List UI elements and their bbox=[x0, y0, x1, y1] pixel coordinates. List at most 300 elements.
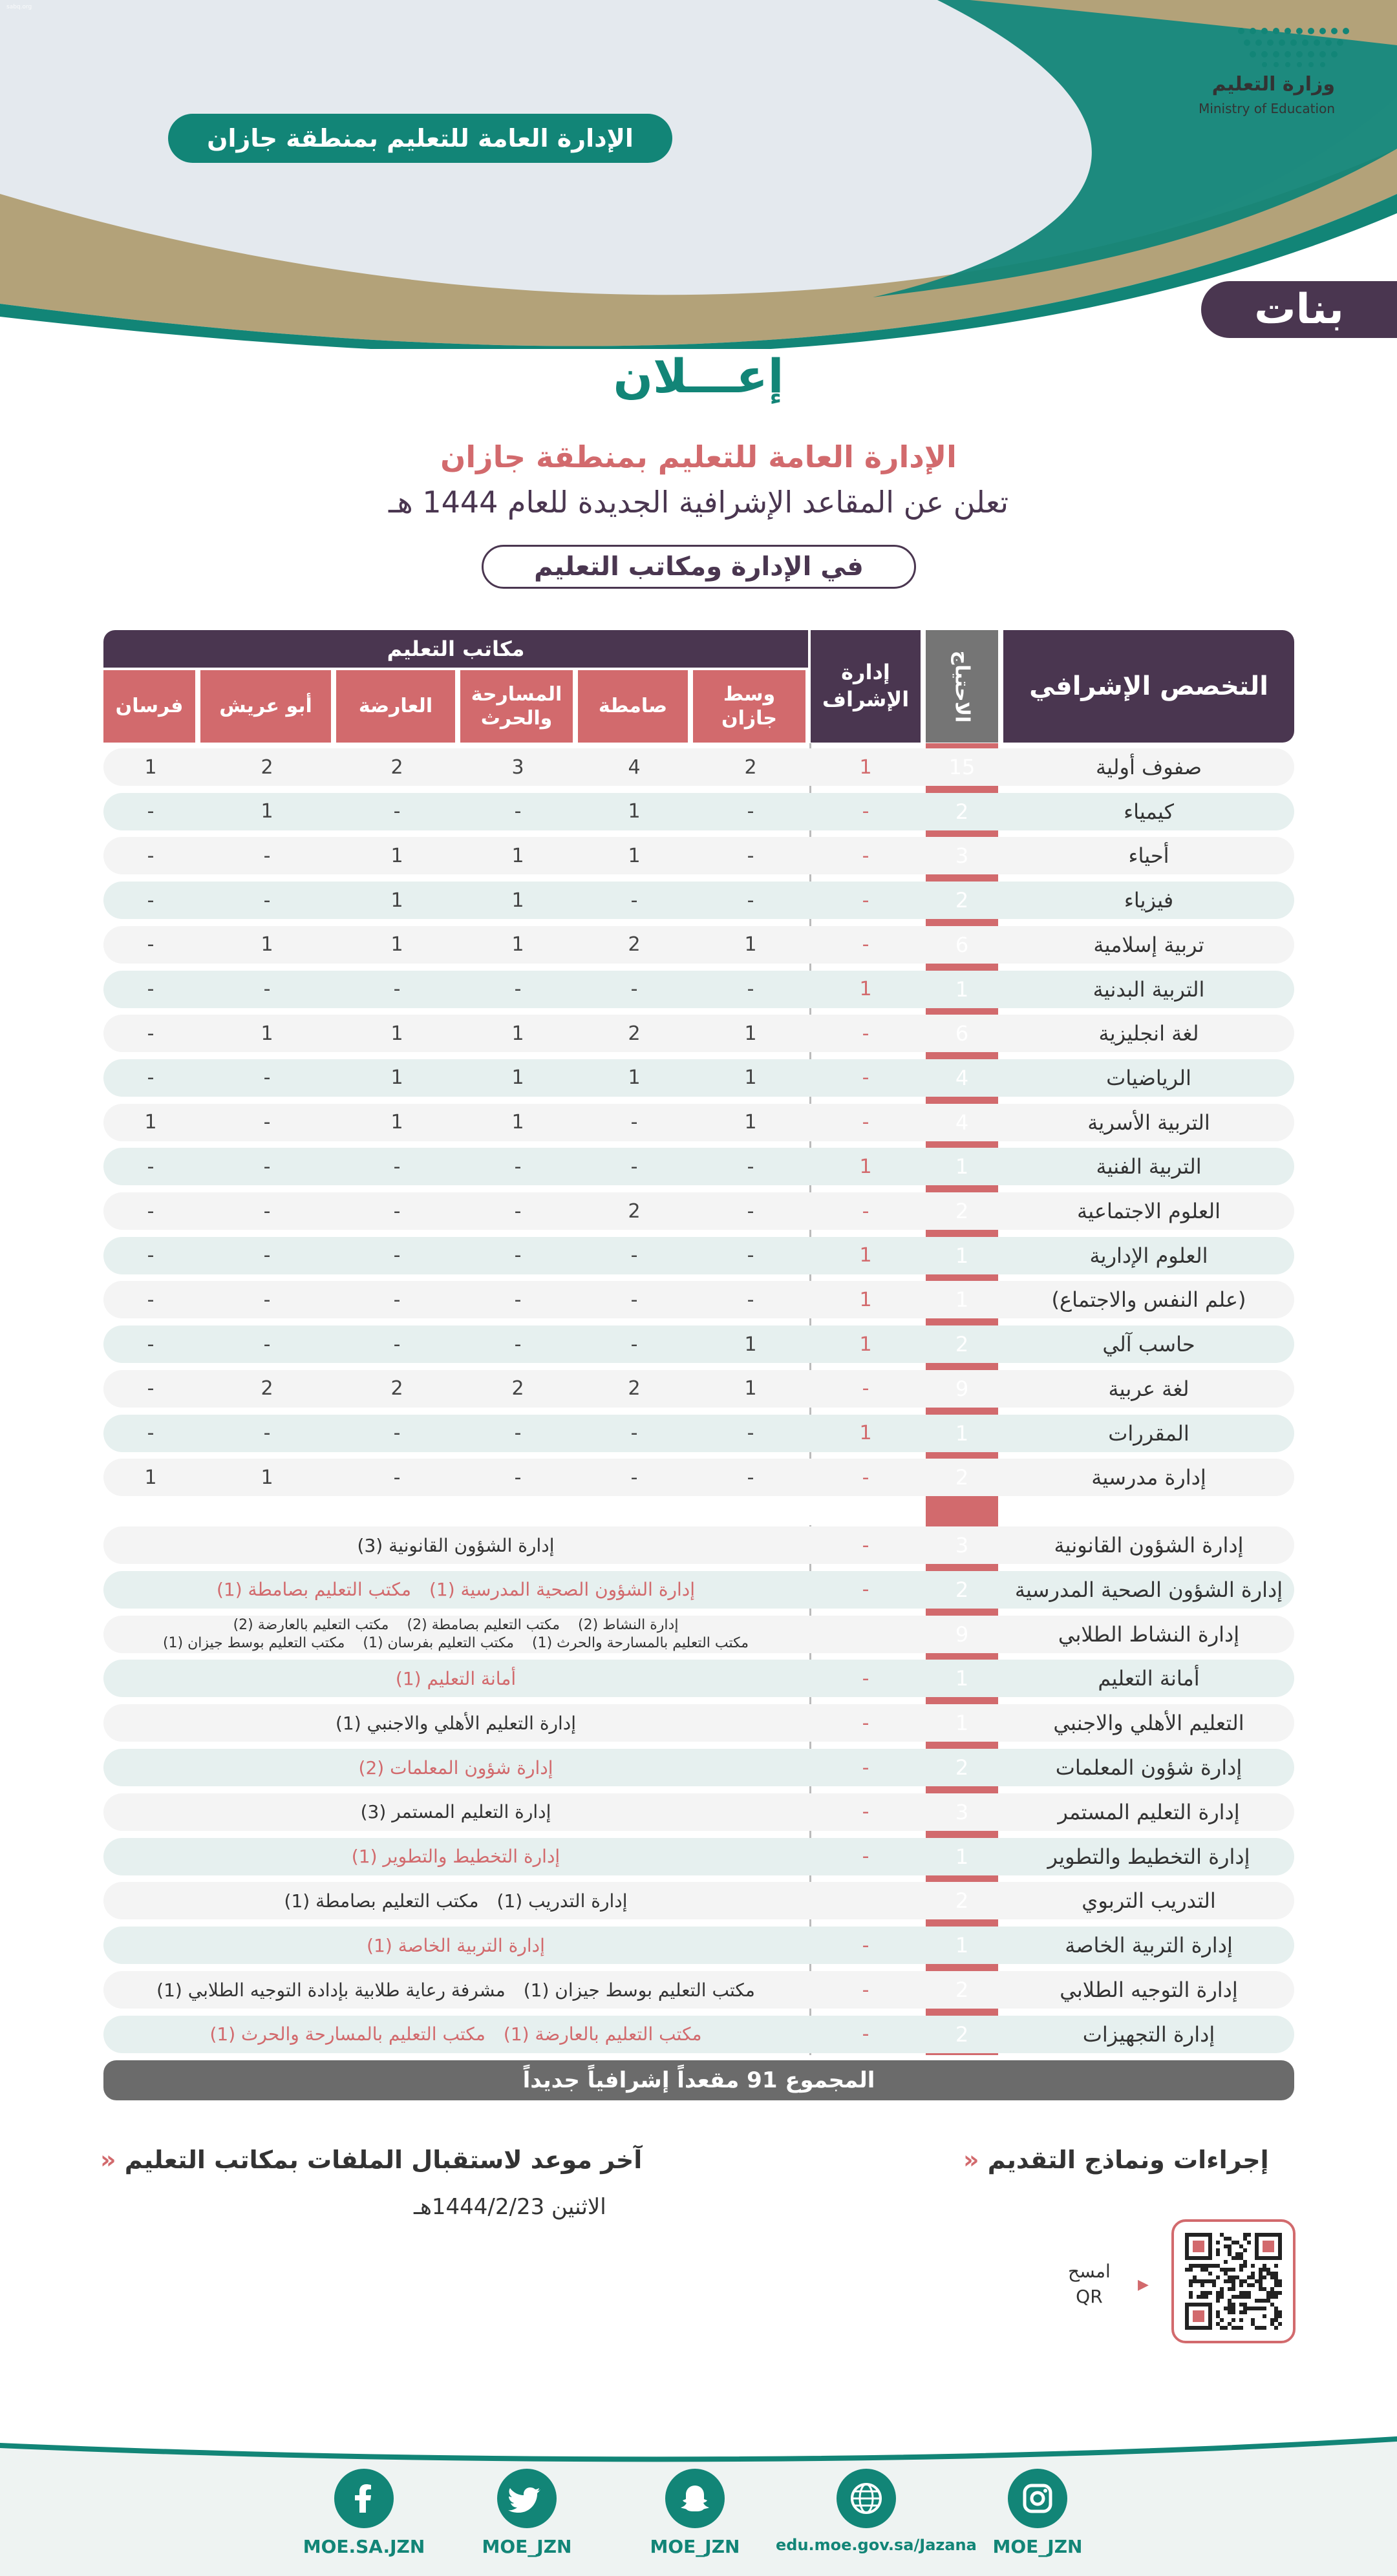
office-cell: - bbox=[747, 1466, 754, 1489]
office-cell: 1 bbox=[744, 1022, 757, 1045]
supervision-cell bbox=[811, 1882, 921, 1919]
specialty-cell: أمانة التعليم bbox=[1098, 1666, 1200, 1691]
table-row bbox=[103, 1192, 1294, 1230]
office-cell: 3 bbox=[511, 755, 524, 779]
office-cell: - bbox=[630, 1288, 638, 1311]
distribution-item: إدارة شؤون المعلمات (2) bbox=[358, 1757, 553, 1779]
distribution-item: مكتب التعليم بوسط جيزان (1) bbox=[162, 1634, 345, 1651]
office-cell: - bbox=[393, 800, 401, 823]
social-link-label: MOE_JZN bbox=[650, 2536, 740, 2557]
social-link[interactable] bbox=[776, 2469, 977, 2554]
snapchat-icon bbox=[665, 2469, 725, 2528]
office-cell: - bbox=[393, 1288, 401, 1311]
header-office: المسارحة والحرث bbox=[460, 670, 573, 743]
office-cell: - bbox=[147, 1155, 155, 1178]
distribution-line bbox=[359, 1757, 553, 1779]
table-row bbox=[103, 1749, 1294, 1786]
deadline-heading-text: آخر موعد لاستقبال الملفات بمكاتب التعليم bbox=[124, 2146, 643, 2174]
ministry-name-ar: وزارة التعليم bbox=[1211, 73, 1335, 96]
office-cell: - bbox=[147, 1422, 155, 1444]
specialty-cell: الرياضيات bbox=[1106, 1065, 1191, 1090]
office-cell: - bbox=[747, 1288, 754, 1311]
specialty-cell: صفوف أولية bbox=[1095, 755, 1202, 779]
need-cell: 6 bbox=[955, 932, 969, 957]
facebook-icon bbox=[334, 2469, 394, 2528]
header-need-label: الاحتياج bbox=[950, 650, 974, 723]
office-cell: 2 bbox=[744, 755, 757, 779]
supervision-cell: - bbox=[862, 1022, 869, 1045]
office-cell: - bbox=[263, 1111, 271, 1134]
specialty-cell: إدارة التجهيزات bbox=[1082, 2022, 1215, 2047]
distribution-item: إدارة التخطيط والتطوير (1) bbox=[351, 1846, 560, 1868]
office-cell: - bbox=[630, 1155, 638, 1178]
need-cell: 3 bbox=[955, 1799, 969, 1824]
distribution-cell bbox=[103, 1971, 808, 2009]
header-specialty: التخصص الإشرافي bbox=[1003, 630, 1294, 743]
supervision-cell: - bbox=[862, 1466, 869, 1489]
office-cell: 1 bbox=[390, 844, 403, 867]
office-cell: - bbox=[263, 978, 271, 1000]
office-cell: - bbox=[747, 844, 754, 867]
office-cell: 1 bbox=[511, 1066, 524, 1090]
distribution-line bbox=[209, 2023, 701, 2045]
office-cell: 1 bbox=[261, 800, 273, 823]
supervision-cell: - bbox=[862, 1978, 869, 2001]
office-cell: - bbox=[147, 1244, 155, 1267]
total-bar: المجموع 91 مقعداً إشرافياً جديداً bbox=[103, 2060, 1294, 2100]
office-cell: - bbox=[147, 1199, 155, 1223]
need-cell: 1 bbox=[955, 1154, 969, 1179]
distribution-line bbox=[336, 1712, 576, 1735]
office-cell: 1 bbox=[744, 1333, 757, 1356]
distribution-item: مكتب التعليم بفرسان (1) bbox=[363, 1634, 515, 1651]
office-cell: - bbox=[747, 1422, 754, 1444]
specialty-cell: لغة انجليزية bbox=[1098, 1021, 1199, 1046]
distribution-item: إدارة التعليم المستمر (3) bbox=[360, 1801, 551, 1823]
distribution-item: مشرفة رعاية طلابية بإدادة التوجيه الطلابي (1) bbox=[156, 1979, 506, 2001]
office-cell: - bbox=[263, 1333, 271, 1356]
specialty-cell: كيمياء bbox=[1124, 799, 1174, 824]
office-cell: - bbox=[514, 978, 522, 1000]
distribution-item: أمانة التعليم (1) bbox=[395, 1667, 517, 1689]
office-cell: - bbox=[514, 1333, 522, 1356]
specialty-cell: التعليم الأهلي والاجنبي bbox=[1053, 1711, 1244, 1736]
table-row bbox=[103, 1459, 1294, 1496]
distribution-cell bbox=[103, 1660, 808, 1697]
office-cell: - bbox=[747, 1244, 754, 1267]
header-need bbox=[926, 630, 998, 743]
office-cell: 1 bbox=[744, 1111, 757, 1134]
office-cell: - bbox=[747, 1155, 754, 1178]
specialty-cell: تربية إسلامية bbox=[1093, 932, 1204, 957]
office-cell: 1 bbox=[261, 1466, 273, 1489]
specialty-cell: إدارة النشاط الطلابي bbox=[1058, 1621, 1240, 1647]
specialty-cell: التدريب التربوي bbox=[1082, 1888, 1216, 1914]
instagram-icon bbox=[1008, 2469, 1067, 2528]
office-cell: - bbox=[514, 800, 522, 823]
distribution-item: إدارة التعليم الأهلي والاجنبي (1) bbox=[335, 1712, 577, 1734]
need-cell: 2 bbox=[955, 1888, 969, 1914]
office-cell: - bbox=[147, 1333, 155, 1356]
office-cell: - bbox=[263, 1422, 271, 1444]
distribution-cell bbox=[103, 1882, 808, 1919]
table-row bbox=[103, 837, 1294, 874]
need-cell: 1 bbox=[955, 1711, 969, 1736]
distribution-line bbox=[163, 1634, 749, 1652]
office-cell: - bbox=[747, 800, 754, 823]
office-cell: - bbox=[263, 1244, 271, 1267]
office-cell: - bbox=[147, 889, 155, 912]
table-row bbox=[103, 971, 1294, 1008]
supervision-cell: - bbox=[862, 1934, 869, 1957]
announcement-title: إعـــلان bbox=[613, 349, 784, 403]
distribution-cell bbox=[103, 1927, 808, 1964]
qr-scan-label bbox=[1068, 2259, 1111, 2309]
table-row bbox=[103, 1015, 1294, 1052]
distribution-line bbox=[367, 1934, 545, 1957]
specialty-cell: إدارة التخطيط والتطوير bbox=[1047, 1844, 1250, 1869]
office-cell: 2 bbox=[390, 755, 403, 779]
procedures-heading-text: إجراءات ونماذج التقديم bbox=[987, 2146, 1269, 2174]
distribution-line bbox=[284, 1890, 628, 1912]
need-cell: 1 bbox=[955, 1420, 969, 1446]
specialty-cell: العلوم الإدارية bbox=[1089, 1243, 1208, 1268]
supervision-cell: - bbox=[862, 1756, 869, 1779]
distribution-line bbox=[217, 1578, 695, 1601]
need-cell: 4 bbox=[955, 1110, 969, 1135]
distribution-cell bbox=[103, 1616, 808, 1653]
distribution-line bbox=[156, 1979, 755, 2001]
office-cell: 2 bbox=[628, 1199, 641, 1223]
department-title: الإدارة العامة للتعليم بمنطقة جازان bbox=[440, 439, 957, 474]
double-chevron-icon: « bbox=[100, 2146, 116, 2174]
region-pill: الإدارة العامة للتعليم بمنطقة جازان bbox=[168, 114, 672, 163]
table-row bbox=[103, 1281, 1294, 1318]
table-row bbox=[103, 748, 1294, 786]
office-cell: 1 bbox=[390, 1066, 403, 1090]
specialty-cell: لغة عربية bbox=[1108, 1376, 1189, 1401]
need-cell: 2 bbox=[955, 1465, 969, 1490]
office-cell: - bbox=[263, 844, 271, 867]
table-row bbox=[103, 1616, 1294, 1653]
specialty-cell: التربية الفنية bbox=[1096, 1154, 1202, 1179]
supervision-cell: - bbox=[862, 1845, 869, 1868]
need-cell: 1 bbox=[955, 1243, 969, 1268]
table-row bbox=[103, 1104, 1294, 1141]
need-cell: 2 bbox=[955, 1199, 969, 1223]
office-cell: - bbox=[393, 1422, 401, 1444]
office-cell: - bbox=[147, 933, 155, 956]
specialty-cell: إدارة التعليم المستمر bbox=[1058, 1799, 1240, 1824]
social-link[interactable] bbox=[630, 2469, 760, 2557]
scope-pill: في الإدارة ومكاتب التعليم bbox=[482, 545, 916, 589]
social-link[interactable] bbox=[299, 2469, 429, 2557]
header-office: وسط جازان bbox=[693, 670, 805, 743]
distribution-cell bbox=[103, 1749, 808, 1786]
office-cell: - bbox=[747, 889, 754, 912]
office-cell: 1 bbox=[144, 1111, 157, 1134]
office-cell: - bbox=[147, 844, 155, 867]
distribution-cell bbox=[103, 2016, 808, 2053]
need-cell: 3 bbox=[955, 843, 969, 869]
office-cell: - bbox=[514, 1466, 522, 1489]
distribution-line bbox=[396, 1667, 516, 1690]
table-row bbox=[103, 1793, 1294, 1831]
office-cell: - bbox=[263, 1288, 271, 1311]
office-cell: 2 bbox=[261, 755, 273, 779]
need-cell: 1 bbox=[955, 1287, 969, 1313]
table-row bbox=[103, 926, 1294, 964]
need-cell: 2 bbox=[955, 2022, 969, 2047]
distribution-line bbox=[361, 1800, 551, 1823]
supervision-cell: - bbox=[862, 800, 869, 823]
social-link-label: MOE_JZN bbox=[992, 2536, 1083, 2557]
supervision-cell: 1 bbox=[859, 1288, 872, 1311]
office-cell: 1 bbox=[144, 1466, 157, 1489]
office-cell: 1 bbox=[511, 933, 524, 956]
office-cell: - bbox=[263, 1199, 271, 1223]
header-offices: مكاتب التعليم bbox=[103, 630, 808, 668]
supervision-cell: - bbox=[862, 1377, 869, 1400]
office-cell: 2 bbox=[628, 1022, 641, 1045]
announcement-subtitle: تعلن عن المقاعد الإشرافية الجديدة للعام 1444 هـ bbox=[388, 485, 1008, 520]
office-cell: - bbox=[263, 1066, 271, 1090]
double-chevron-icon: « bbox=[963, 2146, 979, 2174]
office-cell: - bbox=[393, 1244, 401, 1267]
supervision-cell: - bbox=[862, 889, 869, 912]
specialty-cell: (علم النفس والاجتماع) bbox=[1051, 1287, 1246, 1313]
deadline-date: الاثنين 1444/2/23هـ bbox=[414, 2194, 606, 2220]
table-row bbox=[103, 1660, 1294, 1697]
header-office: فرسان bbox=[103, 670, 195, 743]
need-cell: 2 bbox=[955, 1978, 969, 2002]
office-cell: - bbox=[630, 889, 638, 912]
specialty-cell: التربية البدنية bbox=[1093, 977, 1205, 1002]
supervision-cell: - bbox=[862, 1667, 869, 1690]
distribution-line bbox=[233, 1616, 679, 1634]
distribution-item: مكتب التعليم بالمسارحة والحرث (1) bbox=[532, 1634, 749, 1651]
need-cell: 3 bbox=[955, 1533, 969, 1557]
specialty-cell: المقررات bbox=[1108, 1420, 1189, 1446]
office-cell: - bbox=[514, 1155, 522, 1178]
header-office: صامطة bbox=[578, 670, 688, 743]
need-cell: 2 bbox=[955, 1755, 969, 1780]
social-link[interactable] bbox=[973, 2469, 1102, 2557]
table-row bbox=[103, 1526, 1294, 1564]
distribution-item: مكتب التعليم بالعارضة (2) bbox=[233, 1617, 389, 1634]
procedures-heading bbox=[963, 2146, 1269, 2174]
specialty-cell: التربية الأسرية bbox=[1087, 1110, 1210, 1135]
social-link[interactable] bbox=[462, 2469, 592, 2557]
distribution-item: مكتب التعليم بصامطة (1) bbox=[216, 1579, 411, 1601]
supervision-cell: 1 bbox=[859, 978, 872, 1000]
need-cell: 1 bbox=[955, 1666, 969, 1691]
distribution-item: مكتب التعليم بالمسارحة والحرث (1) bbox=[209, 2023, 485, 2045]
table-row bbox=[103, 1571, 1294, 1609]
office-cell: - bbox=[630, 1111, 638, 1134]
office-cell: 1 bbox=[390, 1111, 403, 1134]
office-cell: 1 bbox=[511, 1111, 524, 1134]
need-cell: 9 bbox=[955, 1621, 969, 1647]
need-cell: 6 bbox=[955, 1021, 969, 1046]
supervision-cell: - bbox=[862, 1111, 869, 1134]
supervision-cell: 1 bbox=[859, 1333, 872, 1356]
table-row bbox=[103, 1971, 1294, 2009]
office-cell: - bbox=[147, 1288, 155, 1311]
need-cell: 2 bbox=[955, 1332, 969, 1357]
ministry-name-en: Ministry of Education bbox=[1199, 101, 1335, 116]
need-cell: 1 bbox=[955, 977, 969, 1002]
office-cell: - bbox=[263, 1155, 271, 1178]
distribution-line bbox=[352, 1845, 560, 1868]
office-cell: 1 bbox=[261, 1022, 273, 1045]
office-cell: 1 bbox=[390, 1022, 403, 1045]
office-cell: - bbox=[393, 1466, 401, 1489]
specialty-cell: أحياء bbox=[1128, 843, 1169, 869]
table-row bbox=[103, 1148, 1294, 1185]
distribution-item: إدارة النشاط (2) bbox=[577, 1617, 679, 1634]
specialty-cell: إدارة الشؤون القانونية bbox=[1054, 1533, 1244, 1557]
office-cell: 1 bbox=[144, 755, 157, 779]
distribution-item: إدارة التربية الخاصة (1) bbox=[367, 1934, 545, 1956]
distribution-line bbox=[357, 1534, 555, 1557]
distribution-item: إدارة التدريب (1) bbox=[496, 1890, 628, 1912]
distribution-item: مكتب التعليم بالعارضة (1) bbox=[503, 2023, 702, 2045]
office-cell: 1 bbox=[390, 933, 403, 956]
specialty-cell: إدارة التوجيه الطلابي bbox=[1060, 1978, 1238, 2002]
need-cell: 1 bbox=[955, 1844, 969, 1869]
supervision-cell: 1 bbox=[859, 755, 872, 779]
office-cell: - bbox=[147, 800, 155, 823]
distribution-item: مكتب التعليم بصامطة (2) bbox=[407, 1617, 560, 1634]
need-cell: 9 bbox=[955, 1376, 969, 1401]
distribution-cell bbox=[103, 1838, 808, 1875]
office-cell: - bbox=[630, 1422, 638, 1444]
table-row bbox=[103, 1927, 1294, 1964]
office-cell: 1 bbox=[628, 1066, 641, 1090]
specialty-cell: حاسب آلي bbox=[1102, 1332, 1195, 1357]
office-cell: - bbox=[630, 1466, 638, 1489]
specialty-cell: إدارة شؤون المعلمات bbox=[1055, 1755, 1242, 1780]
ministry-logo bbox=[1164, 25, 1358, 115]
table-row bbox=[103, 2016, 1294, 2053]
office-cell: - bbox=[630, 978, 638, 1000]
supervision-cell: 1 bbox=[859, 1244, 872, 1267]
office-cell: - bbox=[630, 1333, 638, 1356]
office-cell: - bbox=[147, 1377, 155, 1400]
office-cell: 1 bbox=[744, 1377, 757, 1400]
arrow-icon: ▶ bbox=[1138, 2277, 1149, 2293]
specialty-cell: فيزياء bbox=[1124, 888, 1174, 913]
header-office: العارضة bbox=[336, 670, 455, 743]
need-cell: 2 bbox=[955, 799, 969, 824]
distribution-item: مكتب التعليم بوسط جيزان (1) bbox=[523, 1979, 755, 2001]
office-cell: 1 bbox=[744, 933, 757, 956]
distribution-cell bbox=[103, 1571, 808, 1609]
office-cell: 1 bbox=[390, 889, 403, 912]
twitter-icon bbox=[497, 2469, 557, 2528]
table-row bbox=[103, 1237, 1294, 1274]
office-cell: - bbox=[393, 1155, 401, 1178]
office-cell: - bbox=[393, 1333, 401, 1356]
social-link-label: edu.moe.gov.sa/Jazana bbox=[776, 2536, 977, 2554]
table-row bbox=[103, 1882, 1294, 1919]
distribution-item: إدارة الشؤون القانونية (3) bbox=[357, 1534, 555, 1556]
qr-scan-label-line2: QR bbox=[1076, 2286, 1103, 2308]
social-link-label: MOE_JZN bbox=[482, 2536, 572, 2557]
need-cell: 4 bbox=[955, 1065, 969, 1090]
office-cell: - bbox=[514, 1422, 522, 1444]
office-cell: - bbox=[514, 1244, 522, 1267]
header-office: أبو عريش bbox=[200, 670, 331, 743]
office-cell: 1 bbox=[511, 844, 524, 867]
table-row bbox=[103, 882, 1294, 919]
need-cell: 15 bbox=[948, 755, 976, 779]
supervision-cell: - bbox=[862, 1534, 869, 1557]
office-cell: 1 bbox=[511, 1022, 524, 1045]
deadline-heading bbox=[100, 2146, 642, 2174]
supervision-cell: - bbox=[862, 844, 869, 867]
office-cell: 2 bbox=[261, 1377, 273, 1400]
table-row bbox=[103, 793, 1294, 830]
supervision-cell: - bbox=[862, 2023, 869, 2046]
social-link-label: MOE.SA.JZN bbox=[303, 2536, 425, 2557]
supervision-cell: - bbox=[862, 1711, 869, 1735]
office-cell: 1 bbox=[511, 889, 524, 912]
specialty-cell: إدارة الشؤون الصحية المدرسية bbox=[1014, 1577, 1283, 1602]
office-cell: - bbox=[393, 978, 401, 1000]
supervision-cell: 1 bbox=[859, 1422, 872, 1444]
need-cell: 2 bbox=[955, 1577, 969, 1602]
need-cell: 2 bbox=[955, 888, 969, 913]
supervision-cell: - bbox=[862, 1199, 869, 1223]
distribution-item: إدارة الشؤون الصحية المدرسية (1) bbox=[429, 1579, 696, 1601]
qr-scan-label-line1: امسح bbox=[1068, 2261, 1111, 2282]
specialty-cell: إدارة التربية الخاصة bbox=[1065, 1933, 1233, 1958]
supervision-cell: - bbox=[862, 1578, 869, 1601]
table-row bbox=[103, 1370, 1294, 1408]
globe-icon bbox=[837, 2469, 896, 2528]
table-row bbox=[103, 1059, 1294, 1097]
office-cell: - bbox=[630, 1244, 638, 1267]
office-cell: - bbox=[393, 1199, 401, 1223]
qr-code[interactable] bbox=[1171, 2219, 1296, 2343]
table-row bbox=[103, 1704, 1294, 1742]
audience-badge: بنات bbox=[1201, 281, 1397, 338]
office-cell: - bbox=[263, 889, 271, 912]
office-cell: - bbox=[747, 1199, 754, 1223]
table-row bbox=[103, 1325, 1294, 1363]
ministry-dots-icon bbox=[1235, 25, 1358, 70]
office-cell: - bbox=[514, 1288, 522, 1311]
header-supervision: إدارة الإشراف bbox=[811, 630, 921, 743]
specialty-cell: العلوم الاجتماعية bbox=[1077, 1199, 1221, 1223]
watermark-text: sabq.org bbox=[6, 4, 32, 10]
distribution-item: مكتب التعليم بصامطة (1) bbox=[284, 1890, 479, 1912]
specialty-cell: إدارة مدرسية bbox=[1091, 1465, 1206, 1490]
supervision-cell: 1 bbox=[859, 1155, 872, 1178]
table-row bbox=[103, 1415, 1294, 1452]
office-cell: - bbox=[147, 978, 155, 1000]
distribution-cell bbox=[103, 1526, 808, 1564]
supervision-cell: - bbox=[862, 933, 869, 956]
office-cell: - bbox=[147, 1022, 155, 1045]
office-cell: 2 bbox=[628, 933, 641, 956]
office-cell: 1 bbox=[628, 844, 641, 867]
qr-code-icon bbox=[1185, 2233, 1282, 2330]
supervision-cell: - bbox=[862, 1800, 869, 1824]
office-cell: 1 bbox=[628, 800, 641, 823]
